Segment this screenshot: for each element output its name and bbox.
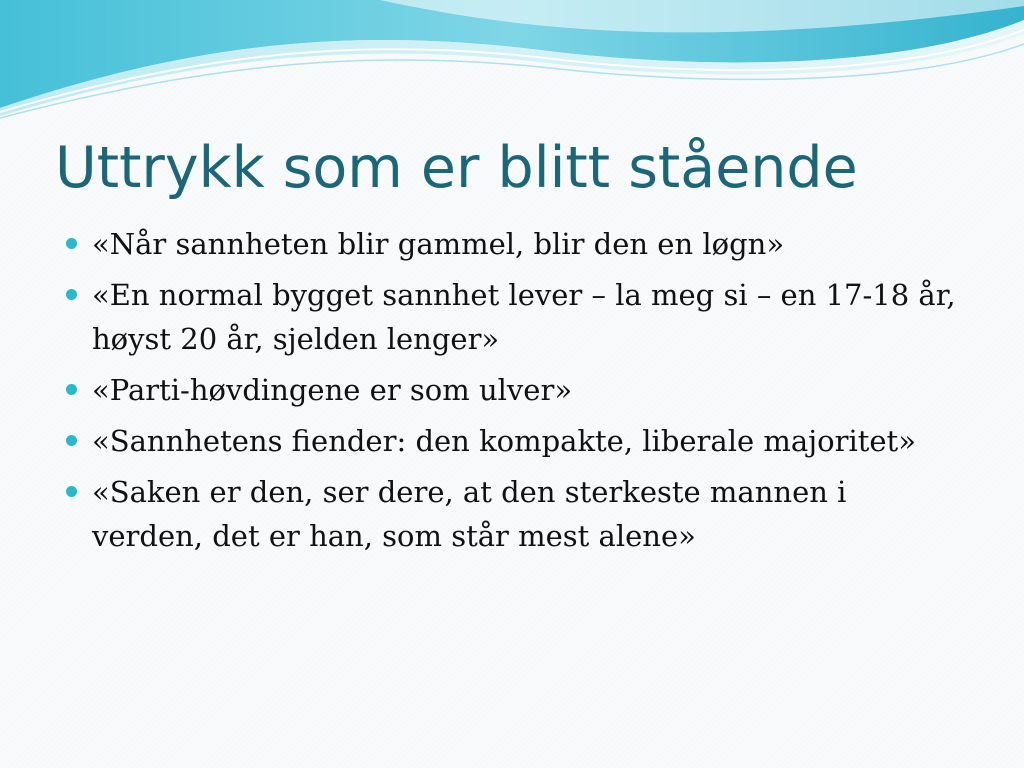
- list-item: [64, 222, 964, 266]
- bullet-dot-icon: [66, 289, 77, 300]
- bullet-text: «Når sannheten blir gammel, blir den en løgn»: [92, 227, 785, 261]
- bullet-dot-icon: [66, 384, 77, 395]
- bullet-text: «Saken er den, ser dere, at den sterkeste mannen i verden, det er han, som står mest alene»: [92, 475, 847, 553]
- bullet-text: «Sannhetens fiender: den kompakte, liberale majoritet»: [92, 424, 916, 458]
- slide-title: Uttrykk som er blitt stående: [55, 135, 858, 201]
- list-item: [64, 470, 964, 558]
- list-item: [64, 419, 964, 463]
- list-item: [64, 273, 964, 361]
- wave-header-decoration: [0, 0, 1024, 120]
- bullet-dot-icon: [66, 486, 77, 497]
- list-item: [64, 368, 964, 412]
- bullet-list: [64, 222, 964, 565]
- bullet-dot-icon: [66, 238, 77, 249]
- bullet-dot-icon: [66, 435, 77, 446]
- bullet-text: «Parti-høvdingene er som ulver»: [92, 373, 573, 407]
- bullet-text: «En normal bygget sannhet lever – la meg si – en 17-18 år, høyst 20 år, sjelden lenger»: [92, 278, 956, 356]
